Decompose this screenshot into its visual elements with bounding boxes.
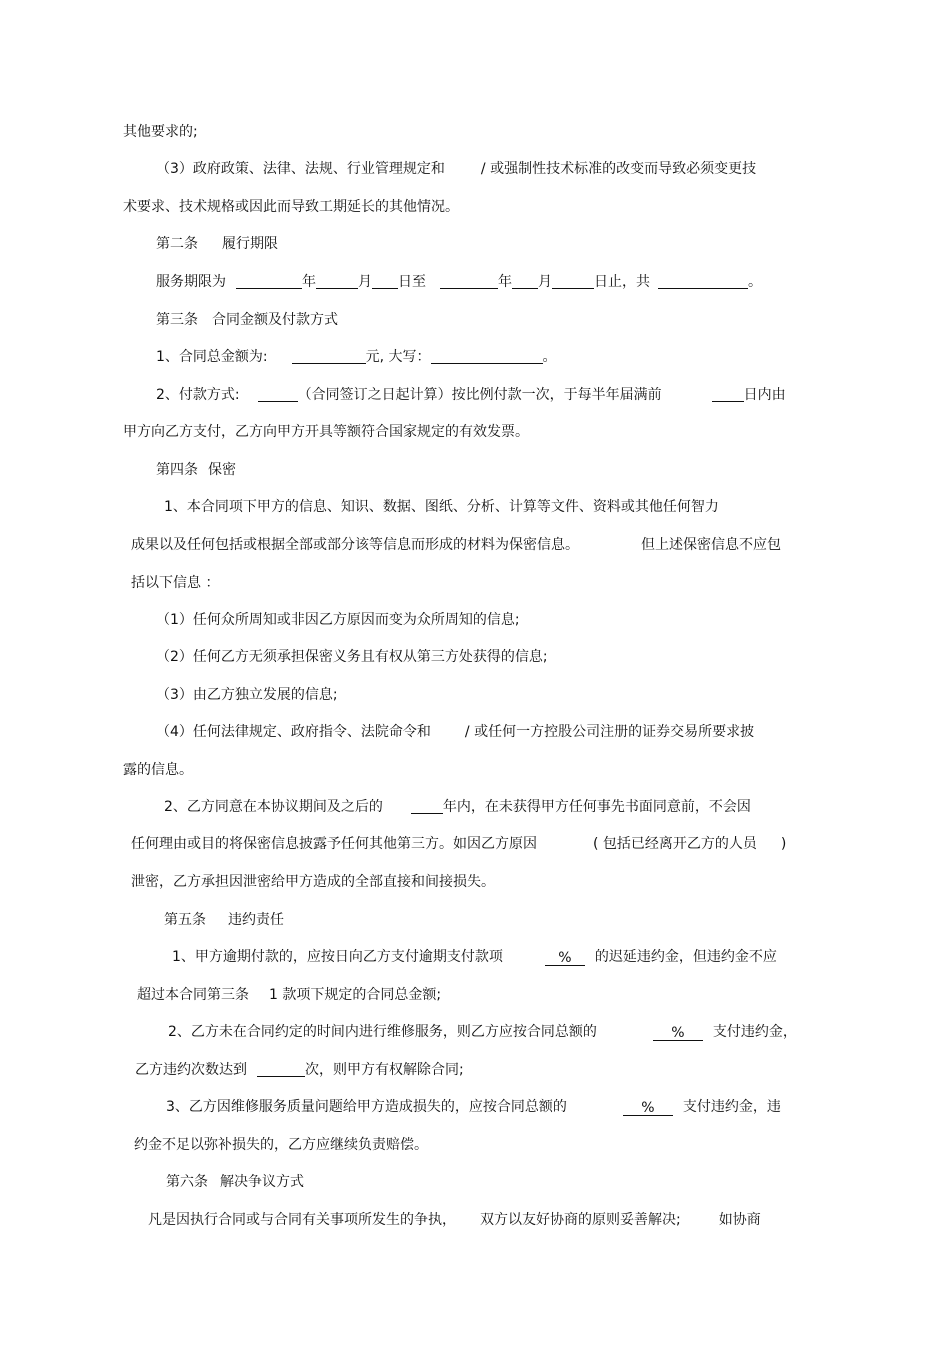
blank-field bbox=[258, 386, 298, 402]
blank-field bbox=[512, 273, 538, 289]
section-heading: 第五条 违约责任 bbox=[164, 912, 284, 928]
blank-field bbox=[658, 273, 748, 289]
text-line: 服务期限为 年 月 日至 年 月 日止，共 。 bbox=[156, 274, 762, 290]
text-line: （3）政府政策、法律、法规、行业管理规定和 / 或强制性技术标准的改变而导致必须变更技 bbox=[156, 161, 757, 177]
text-line: 括以下信息 ： bbox=[131, 575, 220, 591]
text-line: 泄密，乙方承担因泄密给甲方造成的全部直接和间接损失。 bbox=[131, 874, 495, 890]
text-line: 成果以及任何包括或根据全部或部分该等信息而形成的材料为保密信息。 但上述保密信息不应包 bbox=[131, 537, 781, 553]
section-heading: 第四条 保密 bbox=[156, 462, 236, 478]
blank-field bbox=[712, 386, 744, 402]
section-heading: 第二条 履行期限 bbox=[156, 236, 278, 252]
blank-field bbox=[257, 1061, 305, 1077]
text-line: 2、乙方同意在本协议期间及之后的 年内，在未获得甲方任何事先书面同意前，不会因 bbox=[164, 799, 751, 815]
text-line: 乙方违约次数达到 次，则甲方有权解除合同; bbox=[135, 1062, 464, 1078]
blank-field bbox=[411, 798, 443, 814]
text-line: 其他要求的; bbox=[123, 124, 198, 140]
text-line: 术要求、技术规格或因此而导致工期延长的其他情况。 bbox=[123, 199, 459, 215]
text-line: 任何理由或目的将保密信息披露予任何其他第三方。如因乙方原因 ( 包括已经离开乙方的人员 ) bbox=[131, 836, 787, 852]
blank-percent-field: % bbox=[623, 1100, 673, 1116]
text-line: （2）任何乙方无须承担保密义务且有权从第三方处获得的信息; bbox=[156, 649, 548, 665]
text-line: （3）由乙方独立发展的信息; bbox=[156, 687, 338, 703]
text-line: 甲方向乙方支付，乙方向甲方开具等额符合国家规定的有效发票。 bbox=[123, 424, 529, 440]
text-line: 1、甲方逾期付款的，应按日向乙方支付逾期支付款项 % 的迟延违约金，但违约金不应 bbox=[172, 949, 777, 966]
blank-field bbox=[372, 273, 398, 289]
blank-field bbox=[431, 348, 543, 364]
blank-field bbox=[236, 273, 302, 289]
blank-field bbox=[440, 273, 498, 289]
text-line: 露的信息。 bbox=[123, 762, 193, 778]
text-line: 1、合同总金额为: 元, 大写： 。 bbox=[156, 349, 557, 365]
text-line: 2、乙方未在合同约定的时间内进行维修服务，则乙方应按合同总额的 % 支付违约金， bbox=[168, 1024, 797, 1041]
text-line: 超过本合同第三条 1 款项下规定的合同总金额; bbox=[137, 987, 442, 1003]
blank-field bbox=[316, 273, 358, 289]
text-line: 2、付款方式: （合同签订之日起计算）按比例付款一次，于每半年届满前 日内由 bbox=[156, 387, 786, 403]
blank-percent-field: % bbox=[545, 950, 585, 966]
blank-field bbox=[292, 348, 366, 364]
text-line: 1、本合同项下甲方的信息、知识、数据、图纸、分析、计算等文件、资料或其他任何智力 bbox=[164, 499, 719, 515]
text-line: （1）任何众所周知或非因乙方原因而变为众所周知的信息; bbox=[156, 612, 520, 628]
blank-percent-field: % bbox=[653, 1025, 703, 1041]
section-heading: 第三条 合同金额及付款方式 bbox=[156, 312, 338, 328]
blank-field bbox=[552, 273, 594, 289]
section-heading: 第六条 解决争议方式 bbox=[166, 1174, 304, 1190]
text-line: （4）任何法律规定、政府指令、法院命令和 / 或任何一方控股公司注册的证券交易所要求披 bbox=[156, 724, 755, 740]
text-line: 3、乙方因维修服务质量问题给甲方造成损失的，应按合同总额的 % 支付违约金，违 bbox=[166, 1099, 781, 1116]
text-line: 凡是因执行合同或与合同有关事项所发生的争执， 双方以友好协商的原则妥善解决; 如协商 bbox=[148, 1212, 761, 1228]
text-line: 约金不足以弥补损失的，乙方应继续负责赔偿。 bbox=[134, 1137, 428, 1153]
